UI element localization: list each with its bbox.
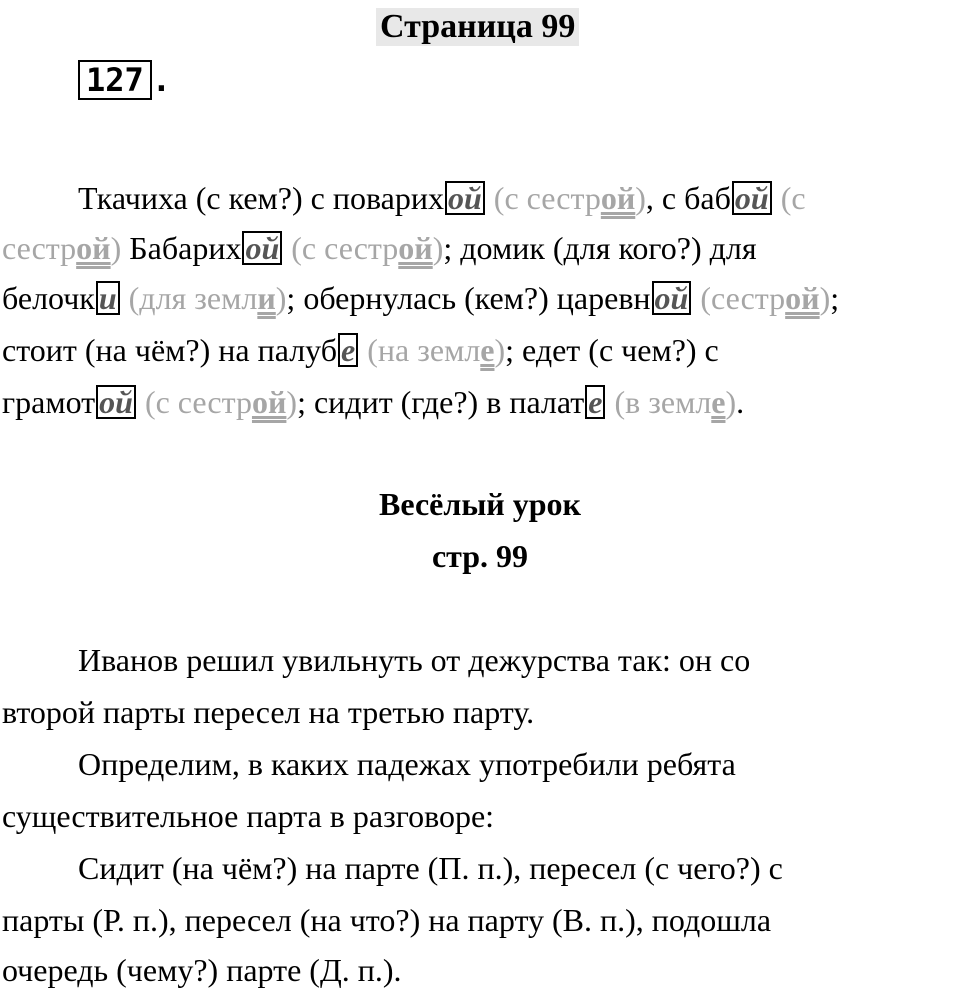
hint-close: ): [635, 180, 646, 216]
paragraph-line: Сидит (на чём?) на парте (П. п.), пересел (с чего?) с: [78, 850, 783, 886]
hint-stressed-ending: е: [480, 332, 495, 368]
word-ending-box: ой: [732, 181, 772, 215]
word-ending-box: ой: [242, 231, 282, 265]
paragraph-line: Иванов решил увильнуть от дежурства так: он со: [78, 642, 751, 678]
hint-text: (с сестр: [283, 230, 399, 266]
task-number: [78, 60, 171, 100]
page-title: Страница 99: [376, 8, 579, 46]
hint-stressed-ending: ой: [785, 280, 820, 316]
word-ending-box: ой: [445, 181, 485, 215]
sentence-text: Ткачиха (с кем?) с поварих: [78, 180, 444, 216]
check-word-hint: [692, 280, 830, 316]
sentence-text: , с баб: [645, 180, 731, 216]
hint-text: (с сестр: [136, 384, 252, 420]
sentence-text: ; домик (для кого?) для: [443, 230, 757, 266]
paragraph-line: Определим, в каких падежах употребили ребята: [78, 746, 736, 782]
word-ending-box: ой: [96, 385, 136, 419]
hint-close: ): [286, 384, 298, 420]
sentence-text: ;: [830, 280, 840, 316]
sentence-text: .: [736, 384, 745, 420]
hint-text: (на земл: [359, 332, 481, 368]
paragraph-line: очередь (чему?) парте (Д. п.).: [2, 952, 402, 988]
paragraph-line: второй парты пересел на третью парту.: [2, 694, 535, 730]
task-number-suffix: .: [151, 61, 172, 99]
check-word-hint: [121, 280, 287, 316]
paragraph-line: существительное парта в разговоре:: [2, 798, 495, 834]
word-ending-box: и: [96, 281, 120, 315]
word-ending-box: е: [338, 333, 358, 367]
hint-text: сестр: [2, 230, 77, 266]
hint-close: ): [725, 384, 737, 420]
section-subtitle: стр. 99: [431, 538, 529, 574]
sentence-text: ; сидит (где?) в палат: [297, 384, 585, 420]
hint-text: (сестр: [692, 280, 786, 316]
check-word-hint: [359, 332, 505, 368]
hint-text: (с: [772, 180, 806, 216]
word-ending-box: ой: [652, 281, 692, 315]
hint-close: ): [275, 280, 287, 316]
hint-close: ): [819, 280, 831, 316]
check-word-hint: [486, 180, 646, 216]
sentence-text: ; обернулась (кем?) царевн: [286, 280, 651, 316]
hint-stressed-ending: ой: [251, 384, 287, 420]
exercise-line: [2, 382, 744, 422]
word-ending-box: е: [585, 385, 605, 419]
paragraph-line: парты (Р. п.), пересел (на что?) на парту (В. п.), подошла: [2, 902, 772, 938]
hint-close: ): [432, 230, 444, 266]
sentence-text: Бабарих: [121, 230, 242, 266]
section-title: Весёлый урок: [379, 486, 581, 522]
exercise-line: [2, 330, 719, 370]
task-number-box: 127: [78, 60, 152, 100]
check-word-hint: [283, 230, 443, 266]
exercise-line: [78, 178, 806, 218]
hint-text: (для земл: [120, 280, 258, 316]
sentence-text: ; едет (с чем?) с: [505, 332, 719, 368]
check-word-hint: [773, 180, 806, 216]
hint-close: ): [110, 230, 122, 266]
check-word-hint: [137, 384, 297, 420]
check-word-hint: [2, 230, 121, 266]
hint-text: (в земл: [606, 384, 712, 420]
exercise-line: [2, 228, 757, 268]
hint-stressed-ending: и: [257, 280, 276, 316]
hint-stressed-ending: ой: [398, 230, 433, 266]
check-word-hint: [606, 384, 736, 420]
hint-text: (с сестр: [485, 180, 601, 216]
sentence-text: грамот: [2, 384, 96, 420]
sentence-text: стоит (на чём?) на палуб: [2, 332, 338, 368]
hint-stressed-ending: е: [711, 384, 726, 420]
sentence-text: белочк: [2, 280, 95, 316]
hint-close: ): [494, 332, 506, 368]
hint-stressed-ending: ой: [600, 180, 636, 216]
hint-stressed-ending: ой: [76, 230, 111, 266]
exercise-line: [2, 278, 839, 318]
